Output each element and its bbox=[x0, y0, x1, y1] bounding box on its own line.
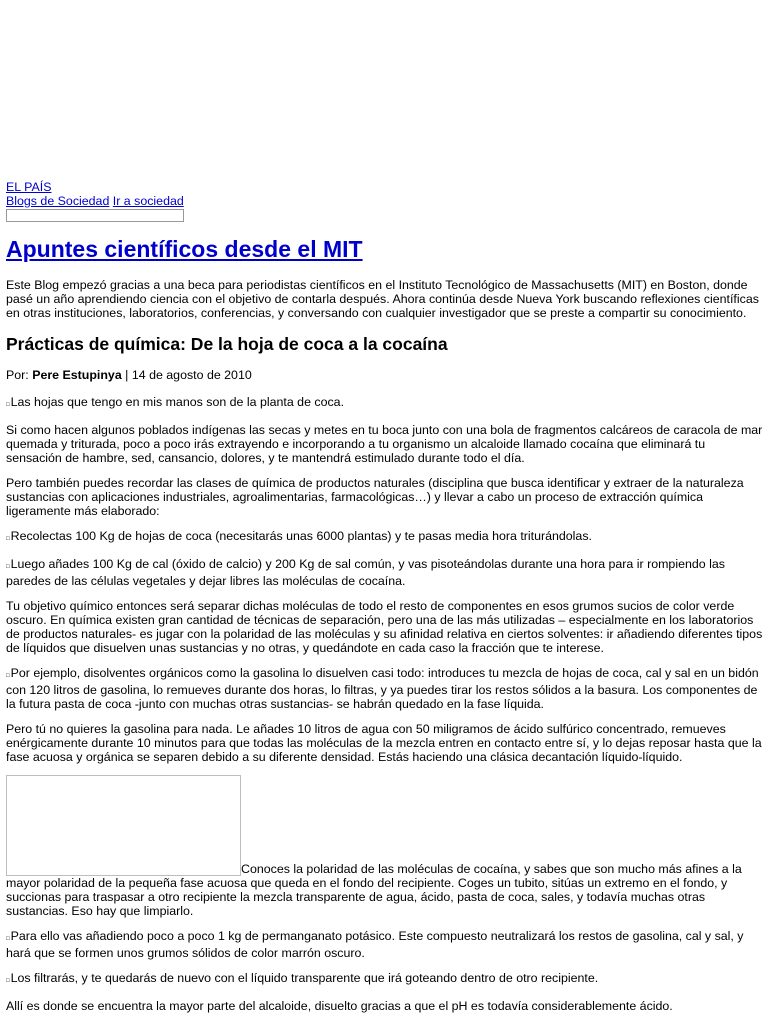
paragraph-12: Allí es donde se encuentra la mayor parte del alcaloide, disuelto gracias a que el pH es todavía considerablemente ácido. bbox=[6, 999, 673, 1013]
blog-description: Este Blog empezó gracias a una beca para periodistas científicos en el Instituto Tecnológico de Massachusetts (MIT) en Boston, donde pasé un año aprendiendo ciencia con el objetivo de contarla después. Ahora continúa desde Nueva York buscando reflexiones científicas en otras instituciones, laboratorios, conferencias, y conversando con cualquier investigador que se preste a compartir su conocimiento. bbox=[6, 278, 759, 320]
blog-title bbox=[6, 236, 764, 262]
el-pais-link[interactable]: EL PAÍS bbox=[6, 180, 52, 194]
paragraph-6: Tu objetivo químico entonces será separar dichas moléculas de todo el resto de componentes en esos grumos sucios de color verde oscuro. En química existen gran cantidad de técnicas de separación, pero una de las más utilizadas – especialmente en los laboratorios de productos naturales- es jugar con la polaridad de las moléculas y su afinidad relativa en ciertos solventes: ir añadiendo diferentes tipos de líquidos que disuelven unas sustancias y no otras, y quedándote en cada caso la fracción que te interese. bbox=[6, 599, 763, 655]
blog-title-link[interactable]: Apuntes científicos desde el MIT bbox=[6, 236, 363, 262]
post-date: 14 de agosto de 2010 bbox=[131, 368, 252, 382]
byline-prefix: Por: bbox=[6, 368, 29, 382]
paragraph-2: Si como hacen algunos poblados indígenas las secas y metes en tu boca junto con una bola de fragmentos calcáreos de caracola de mar quemada y triturada, poco a poco irás extrayendo e incorporando a tu organismo un alcaloide llamado cocaína que eliminará tu sensación de hambre, sed, cansancio, dolores, y te mantendrá estimulado durante todo el día. bbox=[6, 423, 763, 465]
paragraph-4: □ Recolectas 100 Kg de hojas de coca (necesitarás unas 6000 plantas) y te pasas media hora triturándolas. bbox=[6, 529, 764, 546]
paragraph-5: □ Luego añades 100 Kg de cal (óxido de calcio) y 200 Kg de sal común, y vas pisoteándolas durante una hora para ir rompiendo las paredes de las células vegetales y dejar libres las moléculas de cocaína. bbox=[6, 557, 764, 588]
paragraph-3: Pero también puedes recordar las clases de química de productos naturales (disciplina que busca identificar y extraer de la naturaleza sustancias con aplicaciones industriales, agroalimentarias, farmacológicas…) y llevar a cabo un proceso de extracción química ligeramente más elaborado: bbox=[6, 476, 744, 518]
post-byline bbox=[6, 368, 764, 382]
paragraph-8: Pero tú no quieres la gasolina para nada. Le añades 10 litros de agua con 50 miligramos de ácido sulfúrico concentrado, remueves enérgicamente durante 10 minutos para que todas las moléculas de la mezcla entren en contacto entre sí, y lo dejas reposar hasta que la fase acuosa y orgánica se separen debido a su diferente densidad. Estás haciendo una clásica decantación líquido-líquido. bbox=[6, 722, 762, 764]
page-content bbox=[6, 180, 764, 1024]
paragraph-1: □ Las hojas que tengo en mis manos son de la planta de coca. bbox=[6, 395, 764, 412]
ir-a-sociedad-link[interactable]: Ir a sociedad bbox=[112, 194, 184, 208]
post-title: Prácticas de química: De la hoja de coca a la cocaína bbox=[6, 334, 448, 354]
paragraph-10: □ Para ello vas añadiendo poco a poco 1 kg de permanganato potásico. Este compuesto neutralizará los restos de gasolina, cal y sal, y hará que se formen unos grumos sólidos de color marrón oscuro. bbox=[6, 929, 764, 960]
blogs-de-sociedad-link[interactable]: Blogs de Sociedad bbox=[6, 194, 110, 208]
paragraph-9-with-image bbox=[6, 775, 764, 918]
paragraph-11: □ Los filtrarás, y te quedarás de nuevo con el líquido transparente que irá goteando dentro de otro recipiente. bbox=[6, 971, 764, 988]
post-author: Pere Estupinya bbox=[32, 368, 122, 382]
byline-separator: | bbox=[125, 368, 129, 382]
top-nav bbox=[6, 180, 764, 222]
paragraph-7: □ Por ejemplo, disolventes orgánicos como la gasolina lo disuelven casi todo: introduces tu mezcla de hojas de coca, cal y sal en un bidón con 120 litros de gasolina, lo remueves durante dos horas, lo filtras, y ya puedes tirar los restos sólidos a la basura. Los componentes de la futura pasta de coca -junto con muchas otras sustancias- se habrán quedado en la fase líquida. bbox=[6, 666, 764, 711]
article-image-placeholder bbox=[6, 775, 241, 876]
search-input[interactable] bbox=[6, 209, 184, 222]
paragraph-9: Conoces la polaridad de las moléculas de cocaína, y sabes que son mucho más afines a la mayor polaridad de la pequeña fase acuosa que queda en el fondo del recipiente. Coges un tubito, sitúas un extremo en el fondo, y succionas para traspasar a otro recipiente la mezcla transparente de agua, ácido, pasta de coca, sales, y todavía muchas otras sustancias. Eso hay que limpiarlo. bbox=[6, 862, 742, 918]
